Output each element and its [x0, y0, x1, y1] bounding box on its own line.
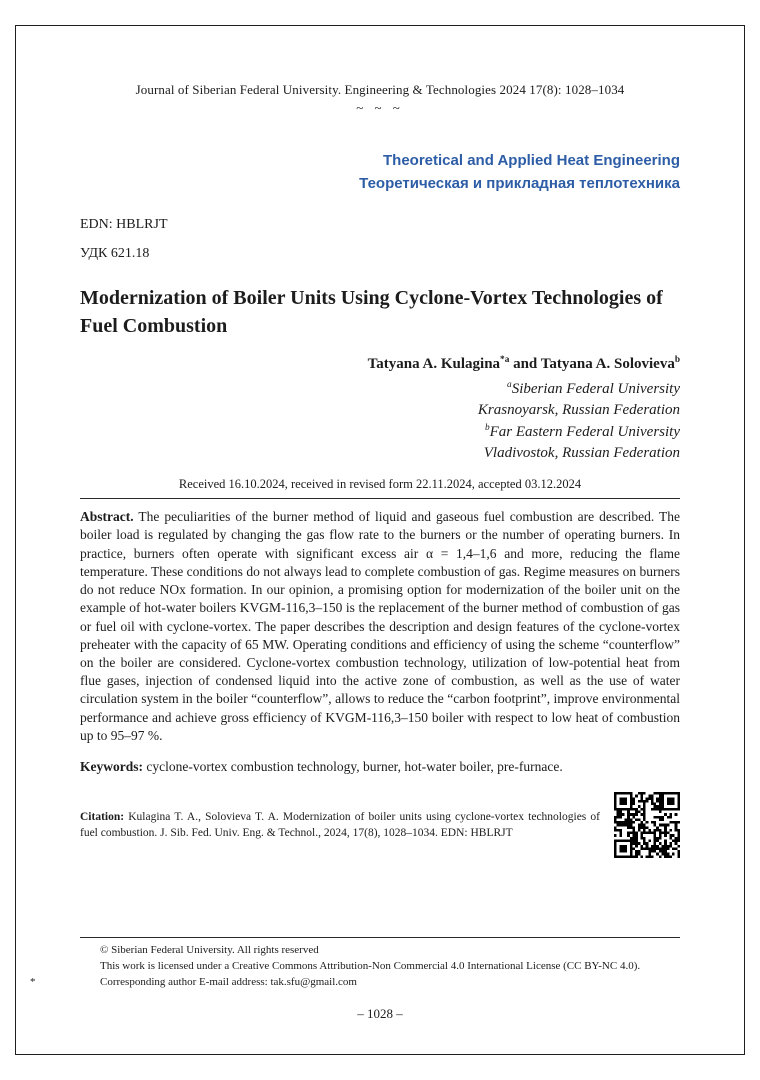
- affiliations: [80, 379, 680, 464]
- affiliation-superscript: b: [484, 422, 490, 433]
- author-2-superscript: b: [674, 355, 680, 365]
- keywords-paragraph: [80, 758, 680, 776]
- citation-block: [80, 792, 680, 858]
- author-1-superscript: *a: [500, 355, 510, 365]
- author-1-name: Tatyana A. Kulagina: [367, 356, 501, 372]
- keywords-label: Keywords:: [80, 759, 143, 775]
- udk-code: УДК 621.18: [80, 246, 150, 261]
- affiliation-line: [80, 443, 680, 464]
- affiliation-superscript: a: [507, 380, 512, 390]
- abstract-text: The peculiarities of the burner method of liquid and gaseous fuel combustion are described. The boiler load is regulated by changing the gas flow rate to the burners or the number of operating burners. In practice, burners often operate with significant excess air α = 1,4–1,6 and more, reducing the flame temperature. These conditions do not always lead to complete combustion of gas. Regime measures on burners do not reduce NOx formation. In our opinion, a promising option for modernization of the boiler unit on the example of hot-water boilers KVGM-116,3–150 is the replacement of the burner method of combustion of gas or fuel oil with cyclone-vortex. The paper describes the description and design features of the cyclone-vortex preheater with the capacity of 65 MW. Operating conditions and efficiency of using the scheme “counterflow” on the boiler are considered. Cyclone-vortex combustion technology, utilization of low-potential heat from flue gases, injection of condensed liquid into the active zone of combustion, as well as the use of water circulation system in the boiler “counterflow”, allows to reduce the “carbon footprint”, improve environmental performance and achieve gross efficiency of KVGM-116,3–150 boiler with respect to low heat of combustion up to 95–97 %.: [80, 509, 680, 743]
- abstract-label: Abstract.: [80, 509, 134, 525]
- citation-paragraph: [80, 809, 600, 842]
- page-number: – 1028 –: [357, 1006, 403, 1022]
- tilde-separator: ~ ~ ~: [356, 100, 404, 115]
- citation-label: Citation:: [80, 810, 125, 823]
- affiliation-text: Vladivostok, Russian Federation: [483, 444, 680, 461]
- qr-code: [614, 792, 680, 858]
- authors-line: [80, 356, 680, 373]
- copyright-line: © Siberian Federal University. All rights reserved: [100, 944, 319, 957]
- corresponding-author-text: Corresponding author E-mail address: tak.sfu@gmail.com: [100, 976, 357, 989]
- license-line: This work is licensed under a Creative Commons Attribution-Non Commercial 4.0 International License (CC BY-NC 4.0).: [100, 960, 641, 973]
- affiliation-line: [80, 400, 680, 421]
- divider-footer: [80, 937, 680, 938]
- affiliation-line: [80, 422, 680, 443]
- author-2-name: Tatyana A. Solovieva: [540, 356, 675, 372]
- abstract-paragraph: [80, 508, 680, 745]
- section-title-en: Theoretical and Applied Heat Engineering: [383, 152, 680, 169]
- keywords-text: cyclone-vortex combustion technology, burner, hot-water boiler, pre-furnace.: [146, 759, 563, 775]
- divider-top: [80, 498, 680, 499]
- citation-text: Kulagina T. A., Solovieva T. A. Modernization of boiler units using cyclone-vortex technologies of fuel combustion. J. Sib. Fed. Univ. Eng. & Technol., 2024, 17(8), 1028–1034. EDN: HBLRJT: [80, 810, 601, 840]
- affiliation-text: Far Eastern Federal University: [489, 423, 680, 440]
- page-footer: [30, 937, 680, 1024]
- edn-code: EDN: HBLRJT: [80, 217, 168, 232]
- authors-joiner: and: [509, 356, 541, 372]
- affiliation-line: [80, 379, 680, 400]
- article-title: Modernization of Boiler Units Using Cyclone-Vortex Technologies of Fuel Combustion: [80, 287, 663, 337]
- page-content: [80, 82, 680, 858]
- section-heading: [80, 150, 680, 195]
- section-title-ru: Теоретическая и прикладная теплотехника: [359, 174, 680, 192]
- received-dates: Received 16.10.2024, received in revised form 22.11.2024, accepted 03.12.2024: [178, 477, 582, 492]
- affiliation-text: Siberian Federal University: [511, 381, 680, 397]
- affiliation-text: Krasnoyarsk, Russian Federation: [477, 402, 680, 419]
- journal-header: Journal of Siberian Federal University. Engineering & Technologies 2024 17(8): 1028–1034: [135, 82, 625, 97]
- footnote-asterisk: *: [30, 976, 36, 989]
- corresponding-author-footnote: [30, 975, 680, 991]
